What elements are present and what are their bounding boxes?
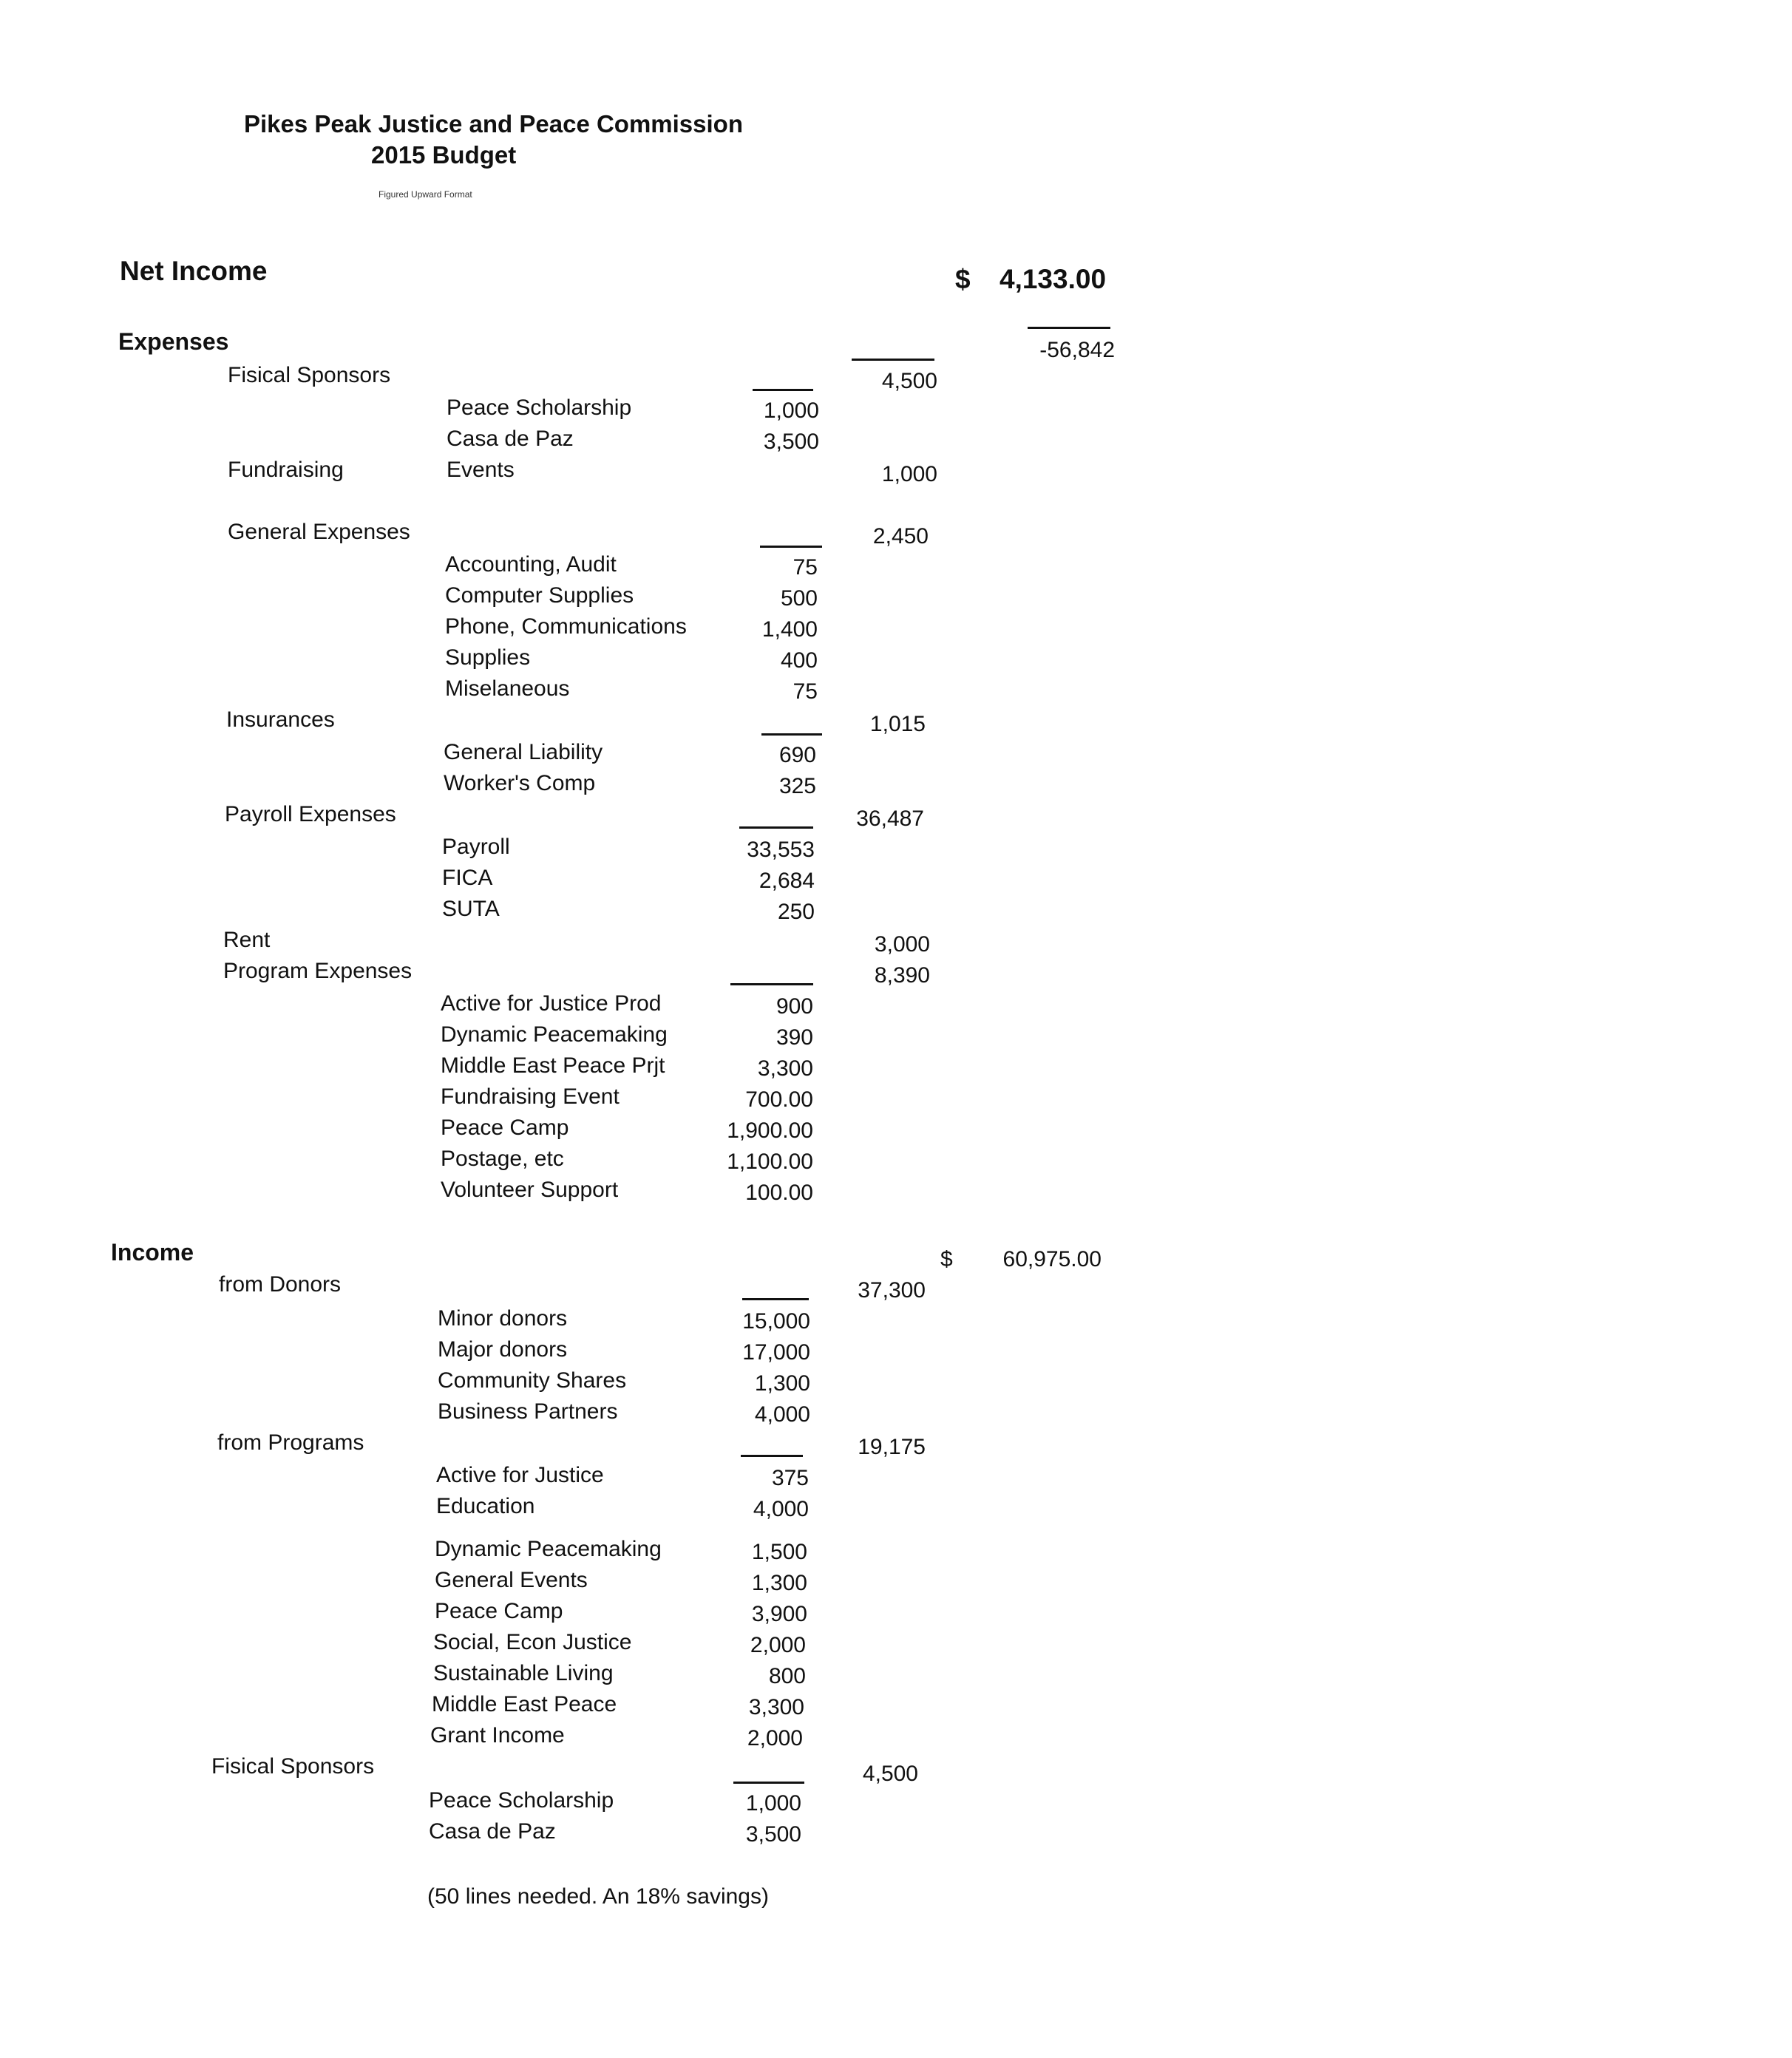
inc-fiscal-rule [733, 1782, 804, 1784]
line-item-amount: 33,553 [747, 838, 815, 862]
expenses-rule [852, 359, 934, 361]
line-item-name: Casa de Paz [447, 427, 574, 451]
line-item-name: Social, Econ Justice [433, 1630, 632, 1654]
line-item-name: Miselaneous [445, 676, 570, 701]
exp-fiscal-subtotal: 4,500 [881, 369, 937, 393]
income-label: Income [111, 1239, 194, 1266]
line-item-name: General Events [435, 1568, 588, 1592]
line-item-amount: 390 [775, 1025, 813, 1050]
exp-program-label: Program Expenses [223, 959, 413, 983]
line-item-amount: 75 [793, 679, 818, 704]
line-item-name: Active for Justice Prod [441, 991, 662, 1016]
line-item-name: Phone, Communications [445, 614, 687, 639]
line-item-amount: 1,300 [751, 1571, 807, 1595]
exp-fundraising-label: Fundraising [228, 458, 344, 482]
line-item-amount: 1,400 [761, 617, 818, 642]
exp-fiscal-sponsors-label: Fisical Sponsors [228, 363, 391, 387]
exp-rent-subtotal: 3,000 [874, 932, 930, 957]
line-item-name: Computer Supplies [445, 583, 634, 608]
inc-programs-label: from Programs [217, 1430, 364, 1455]
line-item-amount: 250 [777, 900, 815, 924]
line-item-name: Grant Income [430, 1723, 565, 1748]
line-item-name: Peace Camp [435, 1599, 563, 1623]
net-income-currency: $ [955, 264, 971, 294]
net-income-label: Net Income [120, 256, 268, 286]
exp-payroll-rule [739, 826, 813, 829]
footer-note: (50 lines needed. An 18% savings) [427, 1884, 769, 1909]
expenses-total: -56,842 [1039, 338, 1115, 362]
line-item-name: Minor donors [438, 1306, 568, 1331]
exp-insurances-subtotal: 1,015 [869, 712, 926, 736]
line-item-name: SUTA [442, 897, 500, 921]
line-item-amount: 1,300 [754, 1371, 810, 1396]
line-item-name: Peace Scholarship [429, 1788, 614, 1813]
inc-fiscal-subtotal: 4,500 [862, 1762, 918, 1786]
line-item-name: Middle East Peace Prjt [441, 1053, 665, 1078]
line-item-amount: 2,000 [747, 1726, 803, 1750]
exp-rent-label: Rent [223, 928, 271, 952]
line-item-name: Fundraising Event [441, 1084, 620, 1109]
exp-payroll-label: Payroll Expenses [225, 802, 396, 826]
inc-donors-rule [742, 1298, 809, 1300]
exp-fundraising-subtotal: 1,000 [881, 462, 937, 486]
line-item-name: Community Shares [438, 1368, 627, 1393]
income-currency: $ [940, 1247, 953, 1271]
line-item-name: Sustainable Living [433, 1661, 614, 1685]
line-item-name: Middle East Peace [432, 1692, 617, 1716]
line-item-amount: 17,000 [742, 1340, 810, 1365]
budget-year-title: 2015 Budget [371, 141, 517, 169]
exp-program-subtotal: 8,390 [874, 963, 930, 988]
line-item-name: Casa de Paz [429, 1819, 556, 1844]
line-item-amount: 1,000 [763, 398, 819, 423]
line-item-name: Accounting, Audit [445, 552, 617, 577]
line-item-amount: 3,900 [751, 1602, 807, 1626]
line-item-name: Peace Camp [441, 1115, 569, 1140]
line-item-amount: 500 [780, 586, 818, 611]
net-income-amount: 4,133.00 [999, 264, 1107, 294]
exp-general-rule [760, 546, 822, 548]
exp-payroll-subtotal: 36,487 [856, 806, 924, 831]
line-item-amount: 75 [793, 555, 818, 580]
line-item-amount: 3,500 [763, 429, 819, 454]
inc-programs-rule [741, 1455, 803, 1457]
income-total: 60,975.00 [1002, 1247, 1102, 1271]
line-item-amount: 2,000 [750, 1633, 806, 1657]
line-item-amount: 2,684 [758, 869, 815, 893]
line-item-name: Active for Justice [436, 1463, 604, 1487]
line-item-name: Supplies [445, 645, 531, 670]
net-income-rule [1028, 327, 1110, 329]
line-item-name: Dynamic Peacemaking [441, 1022, 668, 1047]
exp-general-label: General Expenses [228, 520, 410, 544]
line-item-amount: 800 [768, 1664, 806, 1688]
line-item-amount: 375 [771, 1466, 809, 1490]
line-item-amount: 1,900.00 [727, 1118, 813, 1143]
inc-donors-label: from Donors [219, 1272, 342, 1297]
line-item-amount: 1,100.00 [727, 1149, 813, 1174]
line-item-name: Business Partners [438, 1399, 618, 1424]
line-item-name: Volunteer Support [441, 1178, 619, 1202]
line-item-amount: 15,000 [742, 1309, 810, 1334]
line-item-amount: 325 [778, 774, 816, 798]
line-item-amount: 690 [778, 743, 816, 767]
line-item-amount: 1,500 [751, 1540, 807, 1564]
line-item-amount: 3,300 [757, 1056, 813, 1081]
line-item-amount: 4,000 [754, 1402, 810, 1427]
line-item-amount: 4,000 [753, 1497, 809, 1521]
line-item-name: Events [447, 458, 515, 482]
line-item-amount: 3,500 [745, 1822, 801, 1847]
line-item-name: Dynamic Peacemaking [435, 1537, 662, 1561]
line-item-name: Education [436, 1494, 535, 1518]
exp-insurances-label: Insurances [226, 707, 335, 732]
line-item-amount: 100.00 [745, 1181, 813, 1205]
line-item-name: Worker's Comp [444, 771, 596, 795]
inc-fiscal-sponsors-label: Fisical Sponsors [211, 1754, 375, 1779]
line-item-amount: 700.00 [745, 1087, 813, 1112]
line-item-name: Postage, etc [441, 1147, 564, 1171]
org-title: Pikes Peak Justice and Peace Commission [244, 110, 744, 137]
exp-fiscal-rule [753, 389, 813, 391]
line-item-name: Major donors [438, 1337, 568, 1362]
inc-programs-subtotal: 19,175 [858, 1435, 926, 1459]
line-item-amount: 3,300 [748, 1695, 804, 1719]
line-item-name: Payroll [442, 835, 510, 859]
exp-program-rule [730, 983, 813, 985]
line-item-amount: 400 [780, 648, 818, 673]
line-item-name: FICA [442, 866, 493, 890]
line-item-amount: 900 [775, 994, 813, 1019]
line-item-name: General Liability [444, 740, 603, 764]
line-item-name: Peace Scholarship [447, 395, 632, 420]
expenses-label: Expenses [118, 328, 229, 355]
format-note: Figured Upward Format [379, 189, 472, 200]
inc-donors-subtotal: 37,300 [858, 1278, 926, 1303]
exp-insurances-rule [761, 733, 822, 736]
exp-general-subtotal: 2,450 [872, 524, 929, 549]
line-item-amount: 1,000 [745, 1791, 801, 1816]
